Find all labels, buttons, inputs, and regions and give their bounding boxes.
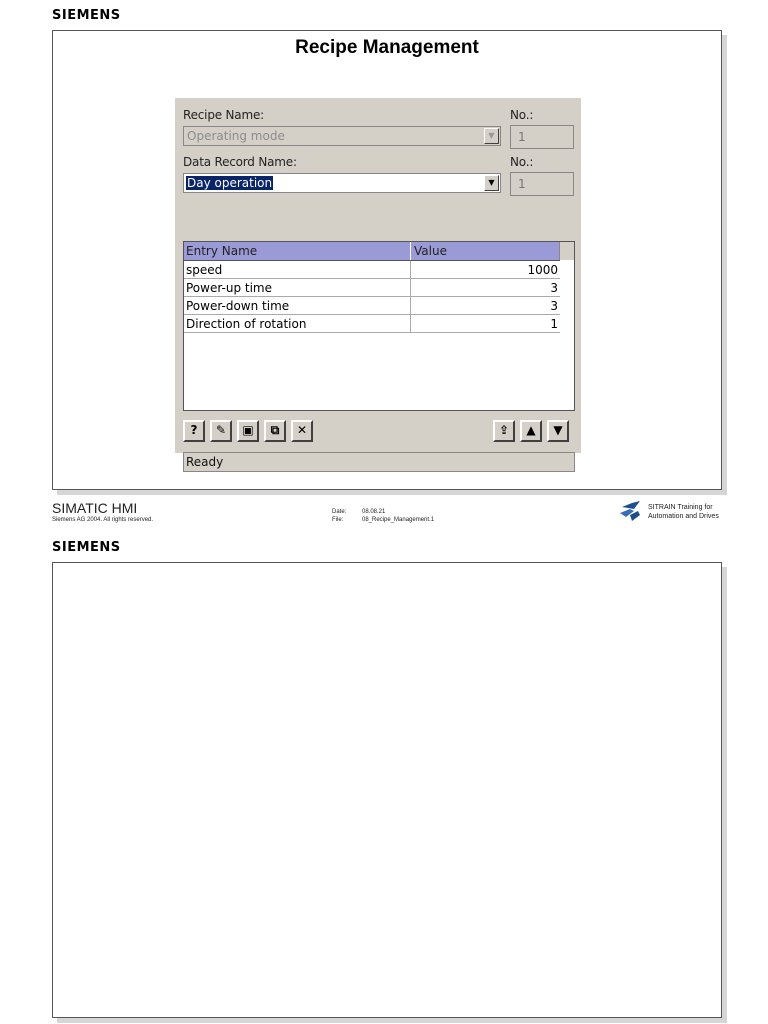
table-row[interactable] [184, 315, 560, 333]
siemens-logo: SIEMENS [52, 8, 121, 23]
slide-title: Recipe Management [295, 37, 479, 58]
data-record-number-value: 1 [518, 177, 526, 191]
column-divider [410, 297, 411, 314]
data-record-dropdown[interactable] [183, 173, 501, 193]
recipe-number-value: 1 [518, 130, 526, 144]
recipe-view-panel [175, 98, 581, 469]
table-row[interactable] [184, 261, 560, 279]
plc-to-hmi-icon: ▲ [526, 423, 536, 437]
table-scrollbar[interactable] [559, 242, 574, 260]
recipe-number-field[interactable] [510, 125, 574, 149]
file-label: File: [332, 517, 344, 523]
import-icon: ⇪ [498, 423, 510, 437]
delete-button[interactable] [291, 420, 313, 442]
hmi-to-plc-icon: ▼ [553, 423, 563, 437]
help-button[interactable] [183, 420, 205, 442]
entry-name-cell: speed [186, 263, 223, 277]
entry-value-cell[interactable]: 1 [550, 317, 558, 331]
import-button[interactable] [493, 420, 515, 442]
recipe-name-dropdown[interactable] [183, 126, 501, 146]
footer-product [52, 501, 153, 523]
product-name: SIMATIC HMI [52, 500, 138, 516]
column-header-entry-name[interactable]: Entry Name [186, 244, 258, 258]
help-icon: ? [190, 423, 198, 437]
file-value: 08_Recipe_Management.1 [362, 517, 435, 523]
save-as-button[interactable] [264, 420, 286, 442]
entry-name-cell: Power-up time [186, 281, 272, 295]
save-icon: ▣ [242, 423, 254, 437]
column-divider [410, 279, 411, 296]
recipe-name-value: Operating mode [187, 129, 285, 143]
data-record-value: Day operation [187, 176, 273, 190]
recipe-entries-table [183, 241, 575, 411]
entry-value-cell[interactable]: 1000 [527, 263, 558, 277]
recipe-no-label: No.: [510, 108, 534, 122]
plc-to-hmi-button[interactable] [520, 420, 542, 442]
chevron-down-icon[interactable]: ▼ [484, 175, 499, 191]
date-value: 08.08.21 [362, 509, 386, 515]
copyright-text: Siemens AG 2004. All rights reserved. [52, 517, 154, 523]
slide-frame [52, 30, 722, 490]
column-divider [410, 261, 411, 278]
sitrain-icon [620, 501, 642, 521]
siemens-logo: SIEMENS [52, 540, 121, 555]
entry-name-cell: Direction of rotation [186, 317, 307, 331]
entry-value-cell[interactable]: 3 [550, 281, 558, 295]
new-record-icon: ✎ [215, 423, 227, 437]
entry-name-cell: Power-down time [186, 299, 290, 313]
save-button[interactable] [237, 420, 259, 442]
table-header [184, 242, 560, 261]
data-record-number-field[interactable] [510, 172, 574, 196]
delete-icon: ✕ [296, 423, 308, 437]
entry-value-cell[interactable]: 3 [550, 299, 558, 313]
recipe-name-label: Recipe Name: [183, 108, 264, 122]
status-bar [183, 452, 575, 472]
column-header-value[interactable]: Value [414, 244, 447, 258]
footer-meta [332, 508, 434, 524]
training-line-1: SITRAIN Training for [648, 504, 713, 511]
column-divider [410, 242, 411, 260]
table-row[interactable] [184, 279, 560, 297]
status-text: Ready [186, 455, 224, 469]
date-label: Date: [332, 509, 347, 515]
table-row[interactable] [184, 297, 560, 315]
data-record-no-label: No.: [510, 155, 534, 169]
data-record-label: Data Record Name: [183, 155, 297, 169]
save-as-icon: ⧉ [270, 423, 280, 437]
chevron-down-icon[interactable]: ▼ [484, 128, 499, 144]
training-line-2: Automation and Drives [648, 513, 719, 520]
column-divider [410, 315, 411, 332]
notes-frame [52, 562, 722, 1018]
hmi-to-plc-button[interactable] [547, 420, 569, 442]
new-record-button[interactable] [210, 420, 232, 442]
